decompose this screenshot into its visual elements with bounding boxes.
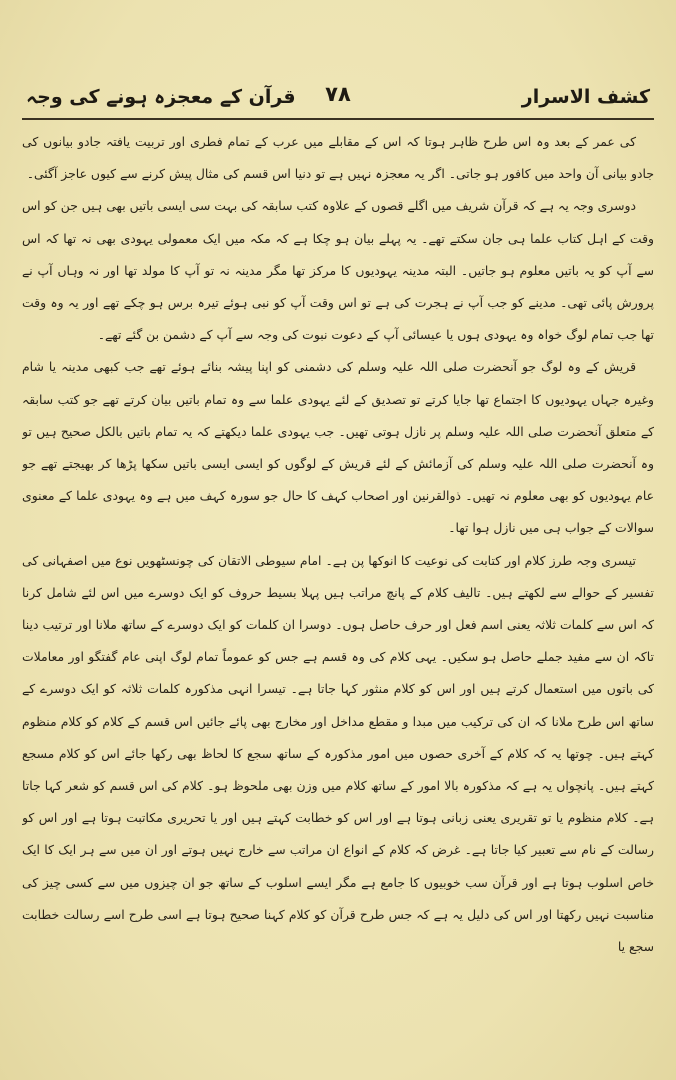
page-body-text [22,126,654,1064]
paragraph: تیسری وجہ طرز کلام اور کتابت کی نوعیت کا انوکھا پن ہے۔ امام سیوطی الاتقان کی چونسٹھویں نوع میں اصفہانی کی تفسیر کے حوالے سے لکھتے ہیں۔ تالیف کلام کے پانچ مراتب ہیں پہلا بسیط حروف کو ایک دوسرے میں اس لئے شامل کرنا کہ اس سے کلمات ثلاثہ یعنی اسم فعل اور حرف حاصل ہوں۔ دوسرا ان کلمات کو ایک دوسرے کے ساتھ ملانا اور ترتیب دینا تاکہ ان سے مفید جملے حاصل ہو سکیں۔ یہی کلام کی وہ قسم ہے جس کو عموماً تمام لوگ اپنی عام گفتگو اور معاملات کی باتوں میں استعمال کرتے ہیں اور اس کو کلام منثور کہا جاتا ہے۔ تیسرا انہی مذکورہ کلمات ثلاثہ کو ایک دوسرے کے ساتھ اس طرح ملانا کہ ان کی ترکیب میں مبدا و مقطع مداخل اور مخارج بھی پائے جائیں اس قسم کے کلام کو کلام منظوم کہتے ہیں۔ چوتھا یہ کہ کلام کے آخری حصوں میں امور مذکورہ کے ساتھ سجع کا لحاظ بھی رکھا جائے اس کو کلام مسجع کہتے ہیں۔ پانچواں یہ ہے کہ مذکورہ بالا امور کے ساتھ کلام میں وزن بھی ملحوظ ہو۔ کلام کی اس قسم کو شعر کہا جاتا ہے۔ کلام منظوم یا تو تقریری یعنی زبانی ہوتا ہے اور اس کو خطابت کہتے ہیں اور یا تحریری مکاتبت ہوتا ہے اور اس کو رسالت کے نام سے تعبیر کیا جاتا ہے۔ غرض کہ کلام کے انواع ان مراتب سے خارج نہیں ہوتے اور ان میں سے ہر ایک کا ایک خاص اسلوب ہوتا ہے اور قرآن سب خوبیوں کا جامع ہے مگر ایسے اسلوب کے ساتھ جو ان چیزوں میں سے کسی چیز کی مناسبت نہیں رکھتا اور اس کی دلیل یہ ہے کہ جس طرح قرآن کو کلام کہنا صحیح ہوتا ہے اسی طرح اسے رسالت خطابت سجع یا [22,552,654,955]
paragraph: دوسری وجہ یہ ہے کہ قرآن شریف میں اگلے قصوں کے علاوہ کتب سابقہ کی بہت سی ایسی باتیں بھی ہیں جن کو اس وقت کے اہل کتاب علما ہی جان سکتے تھے۔ یہ پہلے بیان ہو چکا ہے کہ مکہ میں ایک معمولی یہودی بھی نہ تھا کہ اس سے آپ کو یہ باتیں معلوم ہو جاتیں۔ البتہ مدینہ یہودیوں کا مرکز تھا مگر مدینہ نہ تو آپ کا مولد تھا اور نہ وہاں آپ نے پرورش پائی تھی۔ مدینے کو جب آپ نے ہجرت کی ہے تو اس وقت آپ کو نبی ہوئے تیرہ برس ہو چکے تھے اور یہ وہ وقت تھا جب تمام لوگ خواہ وہ یہودی ہوں یا عیسائی آپ کے دعوت نبوت کی وجہ سے آپ کے دشمن بن گئے تھے۔ [22,198,654,343]
header-book-title: کشف الاسرار [521,86,650,108]
header-chapter-title: قرآن کے معجزہ ہونے کی وجہ [26,86,296,108]
header-rule [22,118,654,120]
paragraph: کی عمر کے بعد وہ اس طرح ظاہر ہوتا کہ اس کے مقابلے میں عرب کے تمام فطری اور تربیت یافتہ جادو بیانوں کی جادو بیانی آن واحد میں کافور ہو جاتی۔ اگر یہ معجزہ نہیں ہے تو دنیا اس قسم کی مثال پیش کرنے سے کیوں عاجز آگئی۔ [22,134,654,182]
page-number: ۷۸ [325,82,351,106]
running-header [26,76,650,120]
paragraph: قریش کے وہ لوگ جو آنحضرت صلی اللہ علیہ وسلم کی دشمنی کو اپنا پیشہ بنائے ہوئے تھے جب کبھی مدینہ یا شام وغیرہ جہاں یہودیوں کا اجتماع تھا جایا کرتے تو تصدیق کے لئے یہودی علما سے وہ تمام باتیں بیان کرتے تھے جو کتب سابقہ کے متعلق آنحضرت صلی اللہ علیہ وسلم پر نازل ہوتی تھیں۔ جب یہودی علما دیکھتے کہ یہ تمام باتیں بالکل صحیح ہیں تو وہ آنحضرت صلی اللہ علیہ وسلم کی آزمائش کے لئے قریش کے لوگوں کو ایسی ایسی باتیں سکھا پڑھا کر بھیجتے تھے جو عام یہودیوں کو بھی معلوم نہ تھیں۔ ذوالقرنین اور اصحاب کہف کا حال جو سورہ کہف میں ہے وہ یہودی علما کے معنوی سوالات کے جواب ہی میں نازل ہوا تھا۔ [22,359,654,536]
